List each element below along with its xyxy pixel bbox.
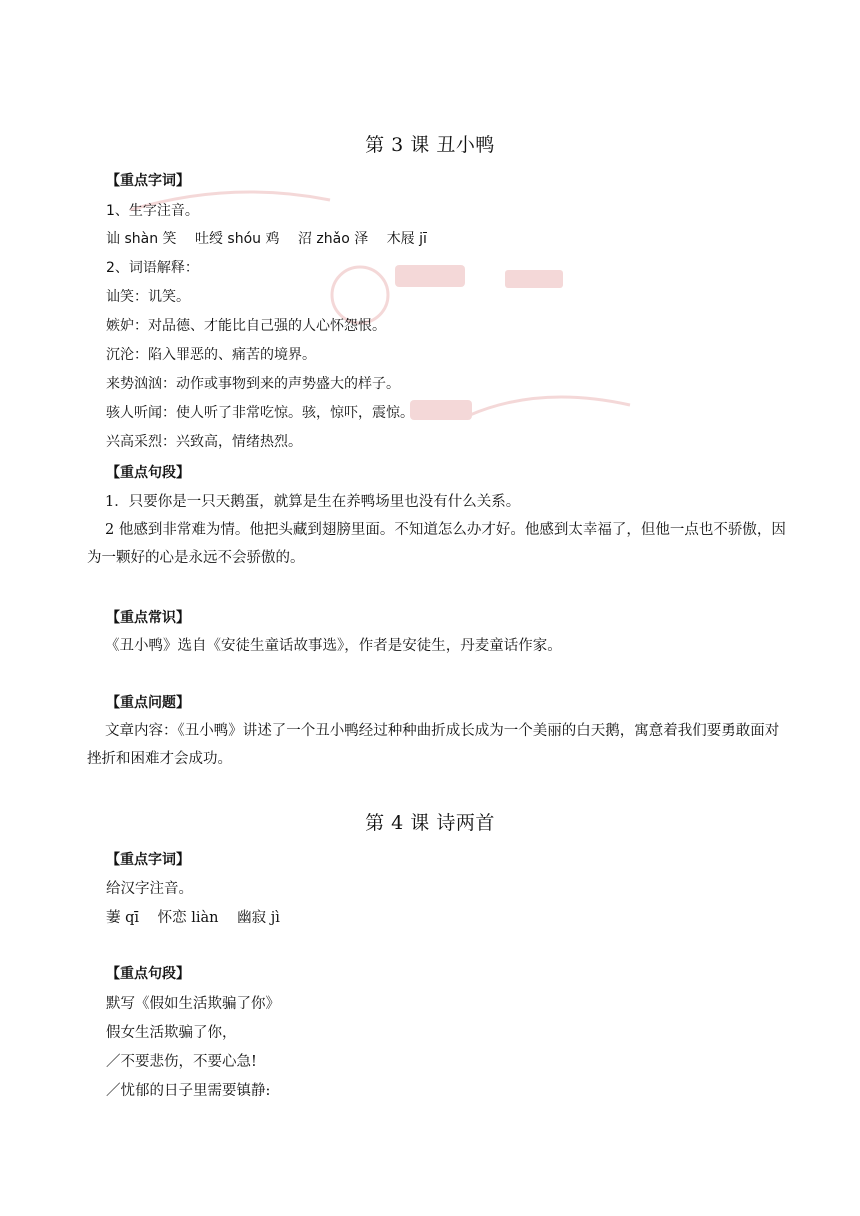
lesson4-key-sentences-heading: 【重点句段】 <box>106 966 190 982</box>
lesson4-pinyin-row <box>106 906 294 927</box>
lesson4-title: 第 4 课 诗两首 <box>365 812 495 834</box>
lesson3-pinyin-item: 1、生字注音。 <box>106 203 199 219</box>
definition-line: 讪笑：讥笑。 <box>106 289 190 305</box>
lesson3-pinyin-row <box>106 228 441 248</box>
pinyin-entry: 怀恋 liàn <box>157 910 219 926</box>
pinyin-entry: 讪 shàn 笑 <box>106 231 177 247</box>
definition-line: 兴高采烈：兴致高，情绪热烈。 <box>106 434 302 450</box>
pinyin-entry: 沼 zhǎo 泽 <box>297 231 369 247</box>
poem-line: ／不要悲伤，不要心急! <box>106 1054 257 1070</box>
key-sentence-2: 2 他感到非常难为情。他把头藏到翅膀里面。不知道怎么办才好。他感到太幸福了，但他一点也不骄傲，因为一颗好的心是永远不会骄傲的。 <box>87 522 786 566</box>
definition-line: 沉沦：陷入罪恶的、痛苦的境界。 <box>106 347 316 363</box>
lesson3-key-questions-heading: 【重点问题】 <box>106 695 190 711</box>
lesson3-key-sentences-heading: 【重点句段】 <box>106 465 190 481</box>
pinyin-entry: 幽寂 jì <box>237 910 280 926</box>
pinyin-entry: 吐绶 shóu 鸡 <box>194 231 280 247</box>
poem-line: 假女生活欺骗了你， <box>106 1025 237 1041</box>
lesson3-definitions-item: 2、词语解释： <box>106 260 199 276</box>
lesson3-key-words-heading: 【重点字词】 <box>106 173 190 189</box>
poem-line: ／忧郁的日子里需要镇静: <box>106 1083 271 1099</box>
pinyin-entry: 萋 qī <box>106 910 140 926</box>
lesson3-title: 第 3 课 丑小鸭 <box>365 134 495 156</box>
lesson4-pinyin-item: 给汉字注音。 <box>106 881 193 897</box>
key-questions-text: 文章内容：《丑小鸭》讲述了一个丑小鸭经过种种曲折成长成为一个美丽的白天鹅，寓意着我们要勇敢面对挫折和困难才会成功。 <box>87 723 780 767</box>
lesson4-key-words-heading: 【重点字词】 <box>106 852 190 868</box>
lesson3-key-knowledge-heading: 【重点常识】 <box>106 610 190 626</box>
pinyin-entry: 木屐 jī <box>386 231 427 247</box>
definition-line: 嫉妒：对品德、才能比自己强的人心怀怨恨。 <box>106 318 386 334</box>
key-knowledge-text: 《丑小鸭》选自《安徒生童话故事选》，作者是安徒生，丹麦童话作家。 <box>105 638 562 654</box>
definition-line: 骇人听闻：使人听了非常吃惊。骇，惊吓，震惊。 <box>106 405 414 421</box>
key-sentence-1: 1．只要你是一只天鹅蛋，就算是生在养鸭场里也没有什么关系。 <box>105 494 521 510</box>
poem-dictation-line: 默写《假如生活欺骗了你》 <box>106 996 280 1012</box>
definition-line: 来势汹汹：动作或事物到来的声势盛大的样子。 <box>106 376 400 392</box>
